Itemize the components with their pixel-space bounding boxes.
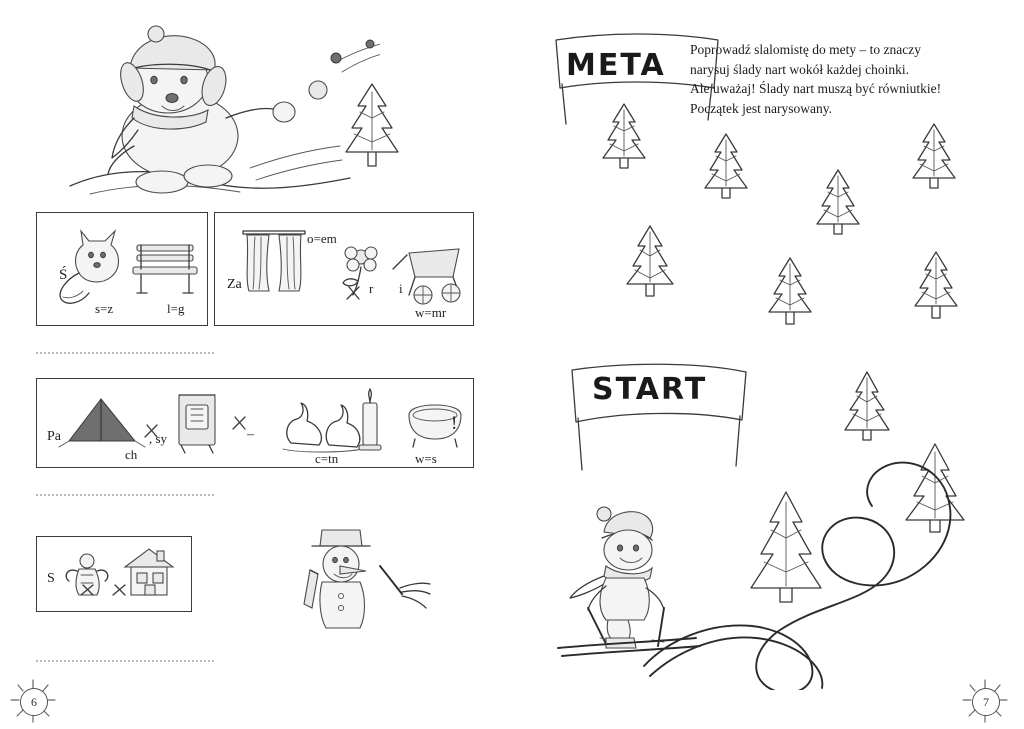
instruction-line-2: narysuj ślady nart wokół każdej choinki. (690, 61, 909, 77)
box3-label-exclaim: ! (451, 413, 458, 434)
fir-tree-8 (838, 368, 896, 444)
instruction-line-4: Początek jest narysowany. (690, 100, 832, 116)
box4-label-s: S (47, 571, 55, 586)
left-page-number: 6 (20, 688, 48, 716)
box1-label-lg: l=g (167, 301, 185, 316)
box1-label-s: Ś (59, 267, 68, 283)
box1-label-sz: s=z (95, 301, 114, 316)
box3-label-ctn: c=tn (315, 451, 339, 466)
fir-tree-6 (762, 254, 818, 328)
fir-tree-5 (620, 222, 680, 300)
dog-throwing-snowball-illustration (50, 18, 380, 203)
fir-tree-4 (810, 166, 866, 238)
box2-label-za: Za (227, 277, 242, 292)
instruction-line-3: Ale uważaj! Ślady nart muszą być równiutkie! (690, 81, 942, 97)
dotted-separator-3 (36, 660, 214, 662)
exercise-box-2 (214, 212, 474, 326)
fir-tree-2 (698, 130, 754, 202)
right-page-number: 7 (972, 688, 1000, 716)
fir-tree-7 (908, 248, 964, 322)
box2-label-oem: o=em (307, 231, 337, 246)
box3-label-ws: w=s (415, 451, 437, 466)
exercise-box-3 (36, 378, 474, 468)
fir-tree-1 (596, 100, 652, 172)
box2-label-i: i (399, 281, 403, 296)
box3-label-pa: Pa (47, 429, 61, 444)
fir-tree-small-left (336, 78, 408, 174)
ski-track-curve (640, 440, 1010, 690)
exercise-box-4 (36, 536, 192, 612)
box3-label-dash: – (247, 427, 254, 442)
box2-label-r: r (369, 281, 374, 296)
box3-label-ch: ch (125, 447, 138, 462)
dotted-separator-1 (36, 352, 214, 354)
finish-banner-text: META (566, 48, 666, 83)
instructions-block (690, 40, 1000, 118)
snowman-with-broom-illustration (296, 524, 436, 634)
exercise-box-1 (36, 212, 208, 326)
dotted-separator-2 (36, 494, 214, 496)
box2-label-wmr: w=mr (415, 305, 447, 320)
fir-tree-3 (906, 120, 962, 192)
box3-label-sy: , sy (149, 431, 168, 446)
start-banner-text: START (592, 372, 708, 407)
instruction-line-1: Poprowadź slalomistę do mety – to znaczy (690, 42, 921, 57)
